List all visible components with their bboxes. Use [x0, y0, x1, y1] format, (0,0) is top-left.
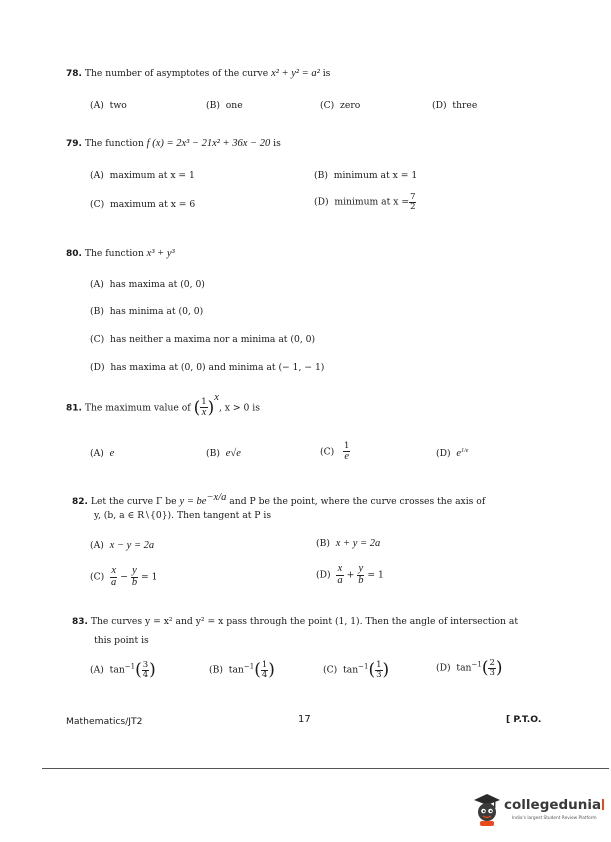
tan-fn: tan — [456, 662, 472, 674]
right-paren: ) — [495, 658, 503, 678]
operator: + — [346, 569, 355, 581]
option-label: (D) — [90, 362, 105, 373]
left-paren: ( — [481, 658, 489, 678]
left-paren: ( — [193, 398, 201, 418]
option-label: (D) — [432, 100, 447, 111]
option-label: (C) — [90, 334, 105, 345]
denominator: b — [358, 574, 364, 586]
denominator: 3 — [376, 669, 382, 680]
option-b — [206, 448, 241, 459]
option-d — [90, 362, 324, 373]
denominator: a — [337, 574, 343, 586]
option-d — [436, 658, 503, 678]
inverse-exp: −1 — [124, 662, 136, 671]
question-text: The number of asymptotes of the curve — [84, 68, 272, 79]
right-paren: ) — [382, 660, 390, 680]
question-number: 82. — [72, 497, 88, 508]
denominator: 4 — [261, 669, 268, 680]
right-paren: ) — [149, 660, 156, 680]
tan-fn: tan — [109, 664, 125, 676]
fraction — [336, 564, 343, 586]
option-label: (B) — [90, 306, 104, 317]
numerator: 1 — [376, 660, 382, 670]
option-label: (C) — [320, 100, 335, 111]
option-d — [314, 193, 416, 211]
option-d — [316, 564, 384, 586]
option-text: minimum at x = 1 — [333, 170, 418, 181]
option-text: one — [225, 100, 243, 111]
left-paren: ( — [254, 660, 261, 680]
question-number: 79. — [66, 139, 82, 149]
option-label: (A) — [90, 279, 104, 290]
question-83-line2 — [94, 635, 149, 646]
exponent: −x/a — [206, 492, 227, 503]
denominator: e — [344, 450, 350, 462]
equation: y = be — [179, 496, 207, 508]
option-label: (A) — [90, 448, 104, 459]
option-c — [320, 442, 350, 462]
option-base: e — [456, 448, 462, 460]
denominator: a — [111, 576, 117, 588]
logo-word-college: college — [504, 797, 559, 813]
option-c — [90, 566, 157, 588]
option-a — [90, 170, 195, 181]
option-text: maximum at x = 6 — [110, 199, 196, 210]
question-text: be — [162, 496, 180, 508]
option-text: minimum at x = — [334, 196, 410, 208]
option-label: (C) — [90, 199, 105, 210]
question-text: The maximum value of — [84, 402, 191, 414]
option-label: (D) — [436, 662, 451, 674]
denominator: b — [131, 576, 138, 588]
option-label: (C) — [320, 446, 335, 458]
left-paren: ( — [135, 660, 142, 680]
fraction — [488, 659, 495, 677]
question-number: 80. — [66, 249, 82, 259]
option-text: has maxima at (0, 0) and minima at (− 1, − 1) — [110, 362, 325, 373]
denominator: 2 — [410, 201, 416, 212]
right-paren: ) — [207, 398, 215, 418]
option-text: x + y = 2a — [335, 538, 381, 549]
question-text: Let the curve — [90, 496, 156, 508]
question-number: 81. — [66, 403, 82, 414]
tan-fn: tan — [343, 664, 359, 676]
inverse-exp: −1 — [358, 662, 369, 671]
question-81 — [66, 392, 260, 418]
option-b — [314, 170, 417, 181]
footer-subject: Mathematics/JT2 — [66, 716, 143, 727]
pto-label: [ P.T.O. — [506, 714, 542, 725]
option-label: (B) — [206, 448, 220, 459]
option-label: (B) — [209, 664, 223, 676]
collegedunia-logo — [470, 790, 606, 830]
rhs: = 1 — [141, 571, 158, 583]
equation: x² + y² = a² — [271, 68, 320, 79]
option-text: has neither a maxima nor a minima at (0, 0) — [110, 334, 316, 345]
numerator: 3 — [142, 660, 149, 670]
option-text: x − y = 2a — [109, 540, 155, 551]
question-text: The curves y = x² and y² = x pass through the point (1, 1). Then the angle of intersection at — [90, 616, 519, 627]
question-text: The function — [84, 248, 147, 259]
numerator: 2 — [489, 658, 495, 668]
fraction — [110, 566, 117, 588]
question-82-line2 — [94, 510, 271, 521]
option-label: (D) — [436, 448, 451, 460]
option-text: two — [109, 100, 127, 111]
numerator: 1 — [201, 397, 207, 407]
numerator: x — [111, 565, 116, 576]
inverse-exp: −1 — [243, 662, 255, 671]
question-text-end: is — [319, 68, 331, 79]
option-label: (A) — [90, 540, 104, 551]
inverse-exp: −1 — [471, 660, 482, 669]
equation: f (x) = 2x³ − 21x² + 36x − 20 — [146, 138, 271, 149]
left-paren: ( — [368, 660, 376, 680]
option-label: (A) — [90, 170, 104, 181]
option-label: (B) — [314, 170, 328, 181]
logo-wordmark — [504, 797, 604, 813]
exponent: x — [214, 392, 219, 404]
option-b — [209, 660, 275, 680]
option-label: (A) — [90, 100, 104, 111]
option-c — [323, 660, 389, 680]
question-83 — [72, 616, 518, 627]
question-80 — [66, 248, 175, 259]
right-paren: ) — [268, 660, 275, 680]
fraction — [357, 564, 364, 586]
option-label: (A) — [90, 664, 104, 676]
denominator: x — [201, 406, 207, 418]
denominator: 4 — [142, 669, 149, 680]
option-text: has minima at (0, 0) — [109, 306, 204, 317]
question-79 — [66, 138, 281, 149]
option-label: (D) — [314, 196, 329, 208]
option-label: (B) — [316, 538, 330, 549]
option-text: maximum at x = 1 — [109, 170, 195, 181]
option-text: e — [109, 448, 115, 459]
option-label: (B) — [206, 100, 220, 111]
option-a — [90, 279, 205, 290]
option-b — [90, 306, 203, 317]
option-b — [316, 538, 380, 549]
fraction — [375, 661, 382, 679]
equation: x³ + y³ — [146, 248, 175, 259]
option-label: (C) — [90, 571, 105, 583]
option-a — [90, 540, 154, 551]
logo-tagline: India's largest Student Review Platform — [512, 816, 597, 821]
question-text: this point is — [94, 635, 149, 646]
rhs: = 1 — [367, 569, 384, 581]
page-number: 17 — [298, 714, 311, 725]
logo-accent-bar — [602, 799, 604, 810]
divider — [42, 768, 609, 769]
option-c — [90, 199, 195, 210]
option-a — [90, 100, 127, 111]
exponent: 1/e — [461, 448, 469, 454]
numerator: y — [132, 565, 137, 576]
numerator: y — [358, 563, 364, 574]
question-text-end: is — [270, 138, 281, 149]
option-label: (D) — [316, 569, 331, 581]
option-text: e√e — [225, 448, 241, 459]
option-text: three — [452, 100, 478, 111]
question-number: 83. — [72, 617, 88, 627]
fraction — [409, 193, 416, 211]
curve-symbol: Γ — [156, 496, 163, 508]
question-78 — [66, 68, 330, 79]
fraction — [200, 398, 207, 418]
option-text: has maxima at (0, 0) — [109, 279, 205, 290]
tan-fn: tan — [228, 664, 244, 676]
option-d — [432, 100, 477, 111]
question-number: 78. — [66, 69, 82, 79]
option-c — [320, 100, 360, 111]
option-a — [90, 448, 114, 459]
numerator: x — [337, 563, 343, 574]
option-b — [206, 100, 243, 111]
logo-mascot-icon — [470, 790, 504, 828]
option-label: (C) — [323, 664, 338, 676]
question-text: y, (b, a ∈ R∖{0}). Then tangent at P is — [94, 510, 272, 521]
option-c — [90, 334, 315, 345]
question-text: The function — [84, 138, 147, 149]
option-text: zero — [340, 100, 361, 111]
question-text-end: , x > 0 is — [218, 402, 260, 414]
numerator: 1 — [343, 441, 350, 451]
fraction — [131, 566, 138, 588]
denominator: 3 — [489, 667, 495, 678]
option-d — [436, 448, 468, 459]
numerator: 1 — [261, 660, 268, 670]
question-82 — [72, 492, 485, 507]
option-a — [90, 660, 156, 680]
question-text: and P be the point, where the curve crosses the axis of — [226, 496, 486, 508]
logo-word-dunia: dunia — [558, 797, 602, 813]
numerator: 7 — [410, 192, 416, 202]
fraction — [343, 442, 350, 462]
operator: − — [120, 571, 128, 583]
